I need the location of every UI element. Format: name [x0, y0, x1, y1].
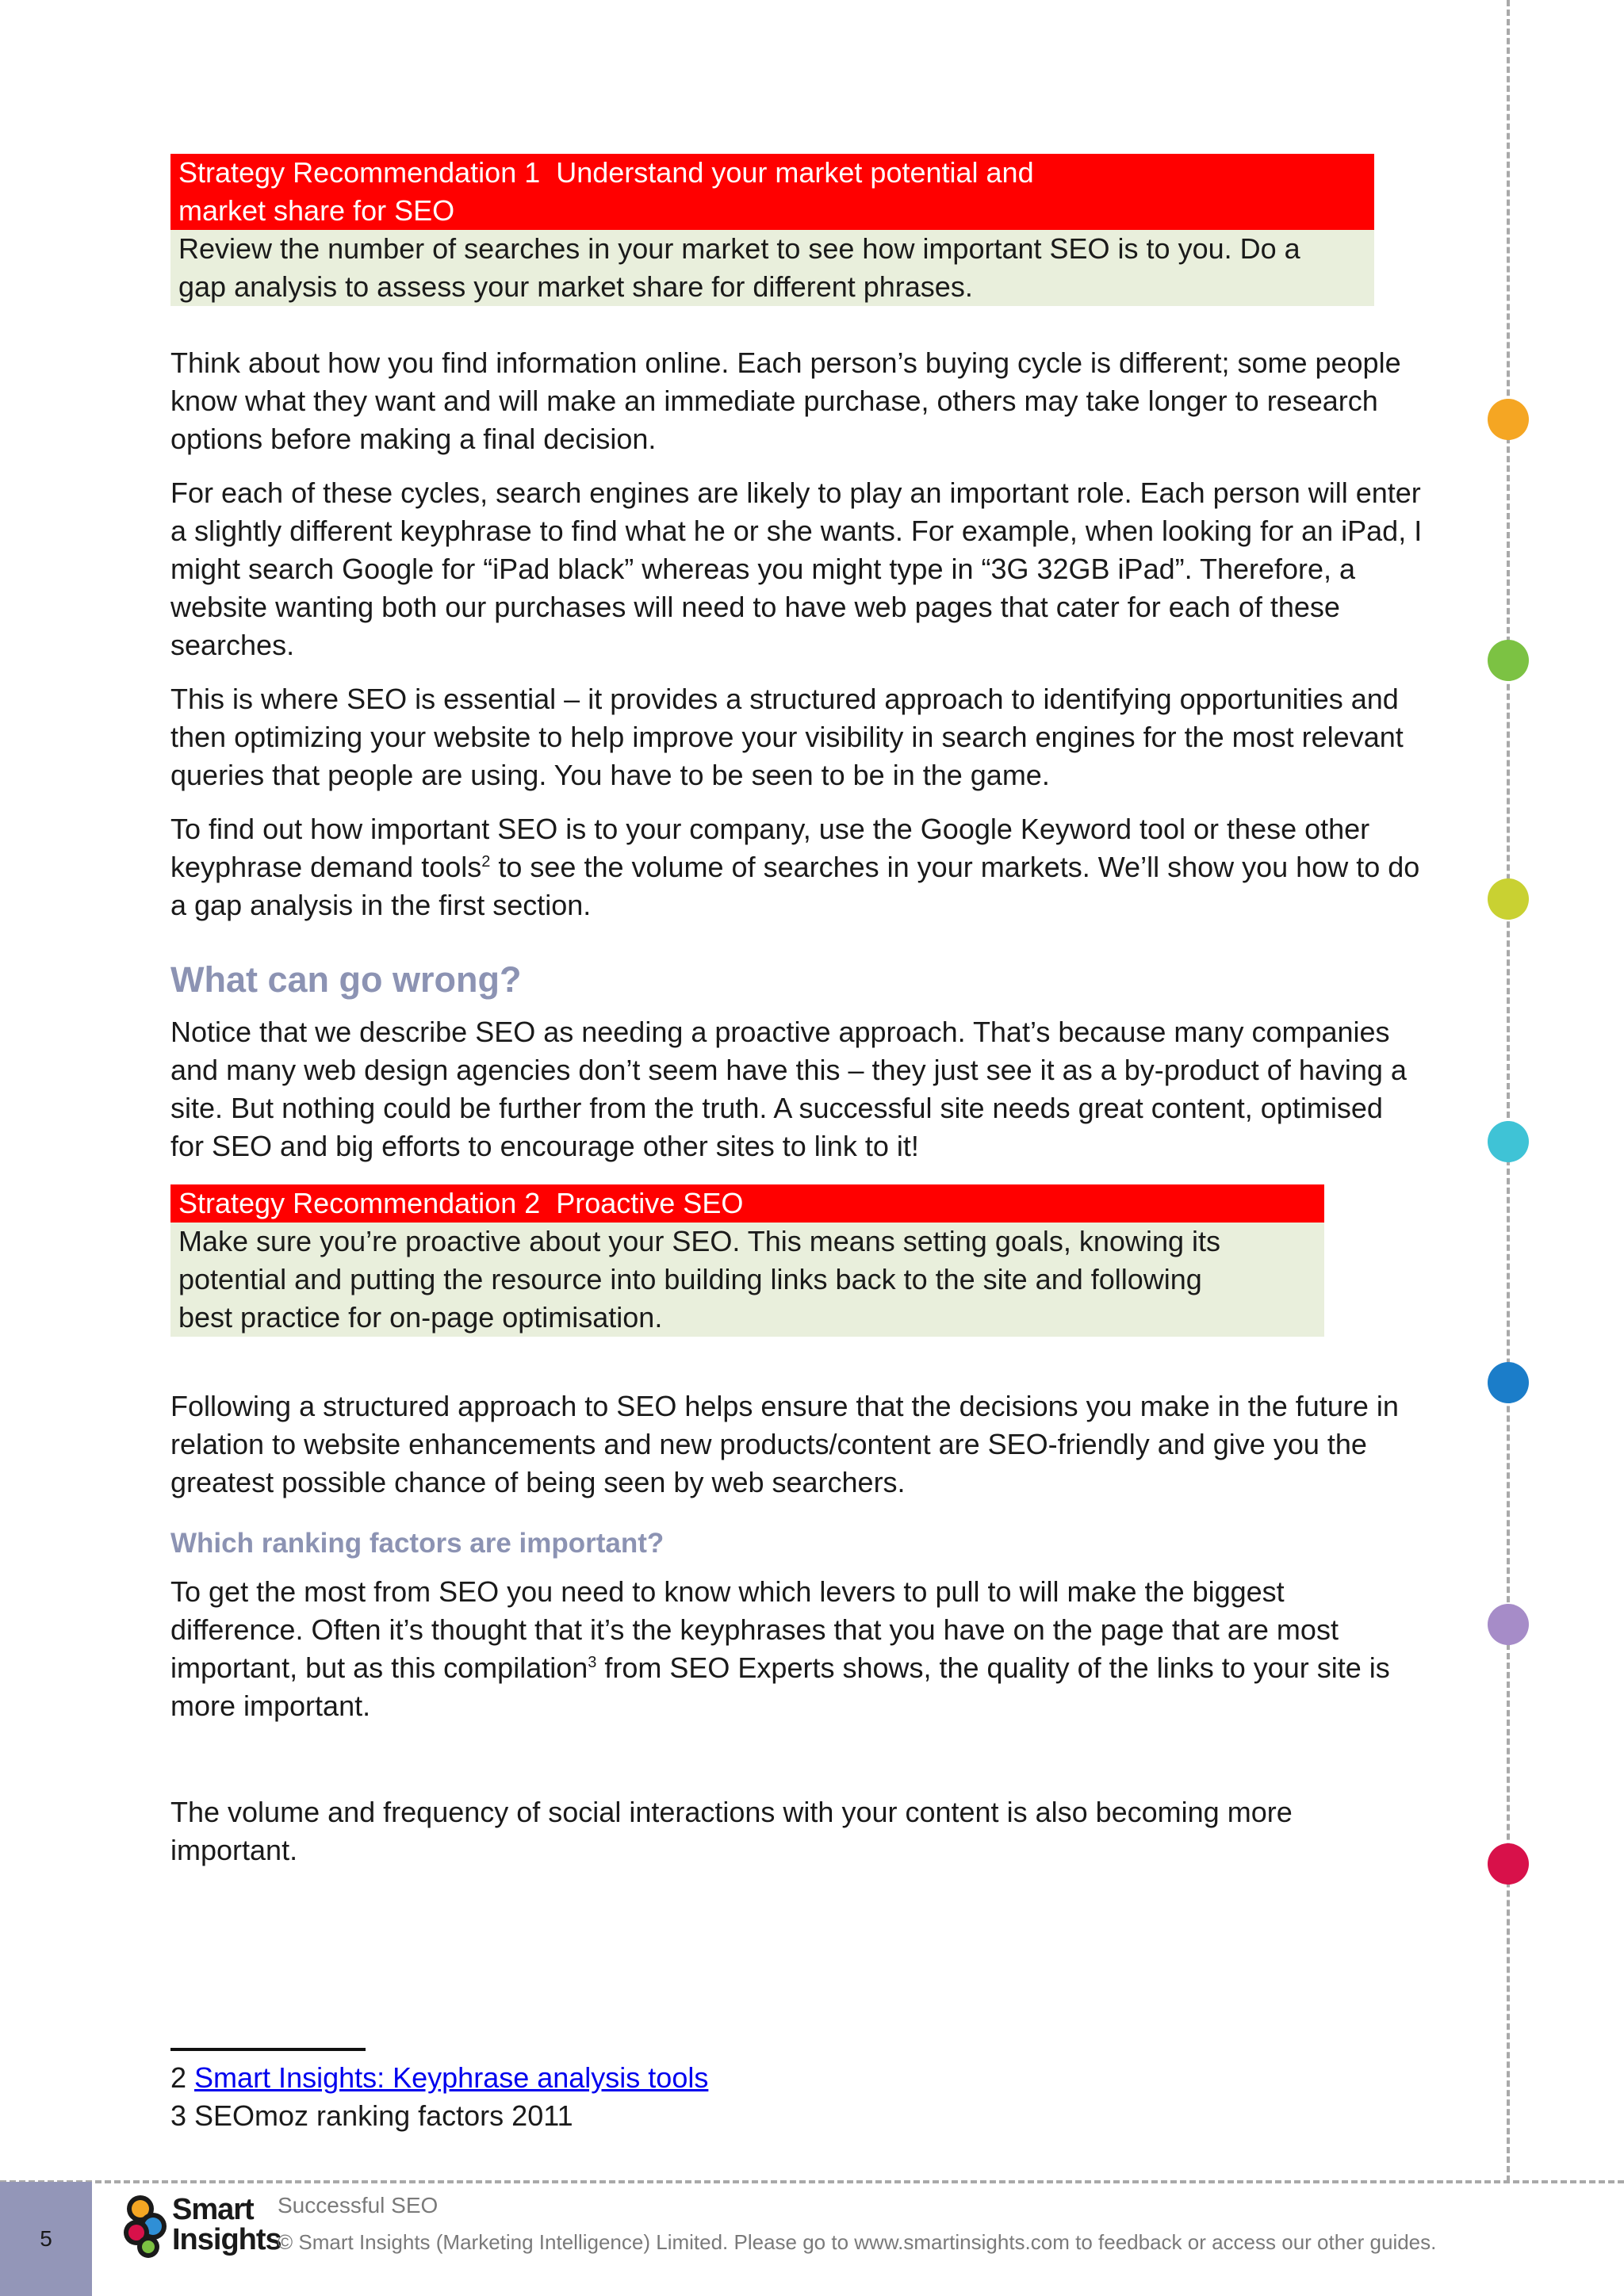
logo-mark-icon — [121, 2193, 170, 2261]
timeline-dot-crimson — [1488, 1843, 1529, 1885]
paragraph-social: The volume and frequency of social interactions with your content is also becoming more important. — [170, 1796, 1293, 1866]
footnote-divider — [170, 2048, 366, 2051]
footnote-2-number: 2 — [170, 2061, 187, 2094]
page-number: 5 — [0, 2182, 92, 2296]
logo-text-smart: Smart — [172, 2193, 254, 2226]
paragraph-keyword-tool-text-a: To find out how important SEO is to your company, use the Google Keyword tool or these other keyphrase demand tools — [170, 813, 1370, 883]
footnote-ref-2: 2 — [481, 853, 491, 871]
footer-guide-title: Successful SEO — [278, 2193, 439, 2218]
paragraph-levers-text-a: To get the most from SEO you need to know which levers to pull to will make the biggest difference. Often it’s thought that it’s the keyphrases that you have on the page that are most important, but as this compilation — [170, 1575, 1339, 1684]
paragraph-seo-essential: This is where SEO is essential – it provides a structured approach to identifying opportunities and then optimizing your website to help improve your visibility in search engines for the most relevant queries that people are using. You have to be seen to be in the game. — [170, 683, 1404, 791]
paragraph-levers-text-b: from SEO Experts shows, the quality of the links to your site is more important. — [170, 1651, 1390, 1722]
smart-insights-logo — [121, 2193, 282, 2261]
strategy-2-body-line2: potential and putting the resource into building links back to the site and following — [178, 1263, 1202, 1295]
strategy-1-title-line1: Strategy Recommendation 1 Understand your market potential and — [178, 156, 1034, 189]
strategy-1-title-line2: market share for SEO — [178, 194, 455, 227]
heading-what-can-go-wrong: What can go wrong? — [170, 959, 522, 1000]
strategy-2-title: Strategy Recommendation 2 Proactive SEO — [178, 1187, 744, 1219]
strategy-1-body-line2: gap analysis to assess your market share for different phrases. — [178, 270, 973, 303]
footnote-2-link[interactable]: Smart Insights: Keyphrase analysis tools — [194, 2061, 709, 2094]
footnote-ref-3: 3 — [588, 1654, 597, 1671]
strategy-2-body-line3: best practice for on-page optimisation. — [178, 1301, 663, 1334]
footnote-2 — [170, 2059, 708, 2097]
strategy-2-body-line1: Make sure you’re proactive about your SEO. This means setting goals, knowing its — [178, 1225, 1220, 1257]
logo-text-insights: Insights — [172, 2223, 282, 2256]
timeline-dot-cyan — [1488, 1121, 1529, 1162]
paragraph-search-engines: For each of these cycles, search engines are likely to play an important role. Each person will enter a slightly different keyphrase to find what he or she wants. For example, when looking for an iPad, I might search Google for “iPad black” whereas you might type in “3G 32GB iPad”. Therefore, a website wanting both our purchases will need to have web pages that cater for each of these searches. — [170, 476, 1423, 661]
heading-ranking-factors: Which ranking factors are important? — [170, 1528, 665, 1559]
strategy-recommendation-2 — [170, 1184, 1324, 1337]
strategy-2-header — [170, 1184, 1324, 1223]
footer-copyright: © Smart Insights (Marketing Intelligence) Limited. Please go to www.smartinsights.com to feedback or access our other guides. — [278, 2230, 1437, 2254]
paragraph-proactive: Notice that we describe SEO as needing a proactive approach. That’s because many companies and many web design agencies don’t seem have this – they just see it as a by-product of having a site. But nothing could be further from the truth. A successful site needs great content, optimised for SEO and big efforts to encourage other sites to link to it! — [170, 1016, 1407, 1162]
timeline-dot-purple — [1488, 1604, 1529, 1645]
paragraph-keyword-tool — [170, 810, 1423, 924]
timeline-dot-green — [1488, 640, 1529, 681]
footer-divider — [0, 2180, 1624, 2183]
strategy-1-body-line1: Review the number of searches in your market to see how important SEO is to you. Do a — [178, 232, 1300, 265]
paragraph-buying-cycle: Think about how you find information online. Each person’s buying cycle is different; some people know what they want and will make an immediate purchase, others may take longer to research options before making a final decision. — [170, 346, 1401, 455]
paragraph-levers — [170, 1573, 1423, 1725]
timeline-dot-blue — [1488, 1362, 1529, 1403]
paragraph-keyword-tool-text-b: to see the volume of searches in your markets. We’ll show you how to do a gap analysis in the first section. — [170, 851, 1420, 921]
strategy-recommendation-1 — [170, 154, 1374, 306]
strategy-1-header — [170, 154, 1374, 230]
footnote-3: 3 SEOmoz ranking factors 2011 — [170, 2099, 573, 2132]
strategy-2-body — [170, 1223, 1324, 1337]
timeline-dot-lime — [1488, 878, 1529, 920]
paragraph-structured-approach: Following a structured approach to SEO helps ensure that the decisions you make in the future in relation to website enhancements and new products/content are SEO-friendly and give you the greatest possible chance of being seen by web searchers. — [170, 1390, 1399, 1498]
strategy-1-body — [170, 230, 1374, 306]
timeline-dot-orange — [1488, 399, 1529, 440]
